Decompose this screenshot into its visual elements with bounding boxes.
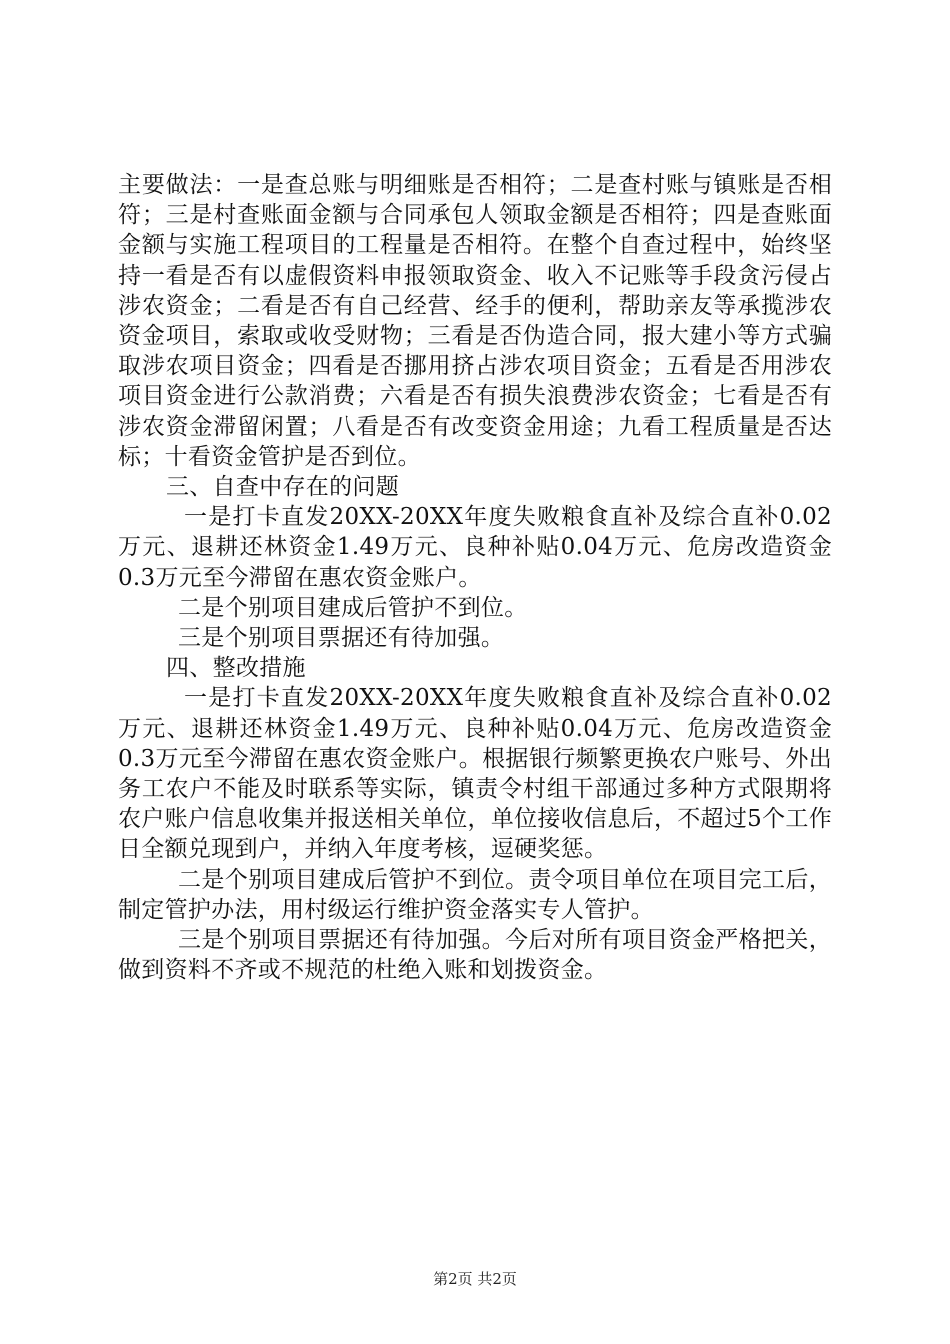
section-heading-measures: 四、整改措施	[166, 655, 306, 682]
page-number-footer: 第2页 共2页	[433, 1270, 517, 1288]
paragraph-measure-2: 二是个别项目建成后管护不到位。责令项目单位在项目完工后，制定管护办法，用村级运行维护资金落实专人管护。	[118, 866, 832, 923]
paragraph-problem-1: 一是打卡直发20XX-20XX年度失败粮食直补及综合直补0.02万元、退耕还林资金1.49万元、良种补贴0.04万元、危房改造资金0.3万元至今滞留在惠农资金账户。	[118, 504, 832, 591]
paragraph-main-methods: 主要做法：一是查总账与明细账是否相符；二是查村账与镇账是否相符；三是村查账面金额与合同承包人领取金额是否相符；四是查账面金额与实施工程项目的工程量是否相符。在整个自查过程中，始终坚持一看是否有以虚假资料申报领取资金、收入不记账等手段贪污侵占涉农资金；二看是否有自己经营、经手的便利，帮助亲友等承揽涉农资金项目，索取或收受财物；三看是否伪造合同，报大建小等方式骗取涉农项目资金；四看是否挪用挤占涉农项目资金；五看是否用涉农项目资金进行公款消费；六看是否有损失浪费涉农资金；七看是否有涉农资金滞留闲置；八看是否有改变资金用途；九看工程质量是否达标；十看资金管护是否到位。	[118, 172, 832, 470]
document-body	[118, 170, 832, 985]
paragraph-problem-2: 二是个别项目建成后管护不到位。	[178, 594, 528, 621]
section-heading-problems: 三、自查中存在的问题	[166, 474, 399, 501]
paragraph-measure-3: 三是个别项目票据还有待加强。今后对所有项目资金严格把关，做到资料不齐或不规范的杜绝入账和划拨资金。	[118, 927, 832, 984]
paragraph-measure-1: 一是打卡直发20XX-20XX年度失败粮食直补及综合直补0.02万元、退耕还林资金1.49万元、良种补贴0.04万元、危房改造资金0.3万元至今滞留在惠农资金账户。根据银行频繁更换农户账号、外出务工农户不能及时联系等实际，镇责令村组干部通过多种方式限期将农户账户信息收集并报送相关单位，单位接收信息后，不超过5个工作日全额兑现到户，并纳入年度考核，逗硬奖惩。	[118, 685, 832, 863]
paragraph-problem-3: 三是个别项目票据还有待加强。	[178, 625, 505, 652]
